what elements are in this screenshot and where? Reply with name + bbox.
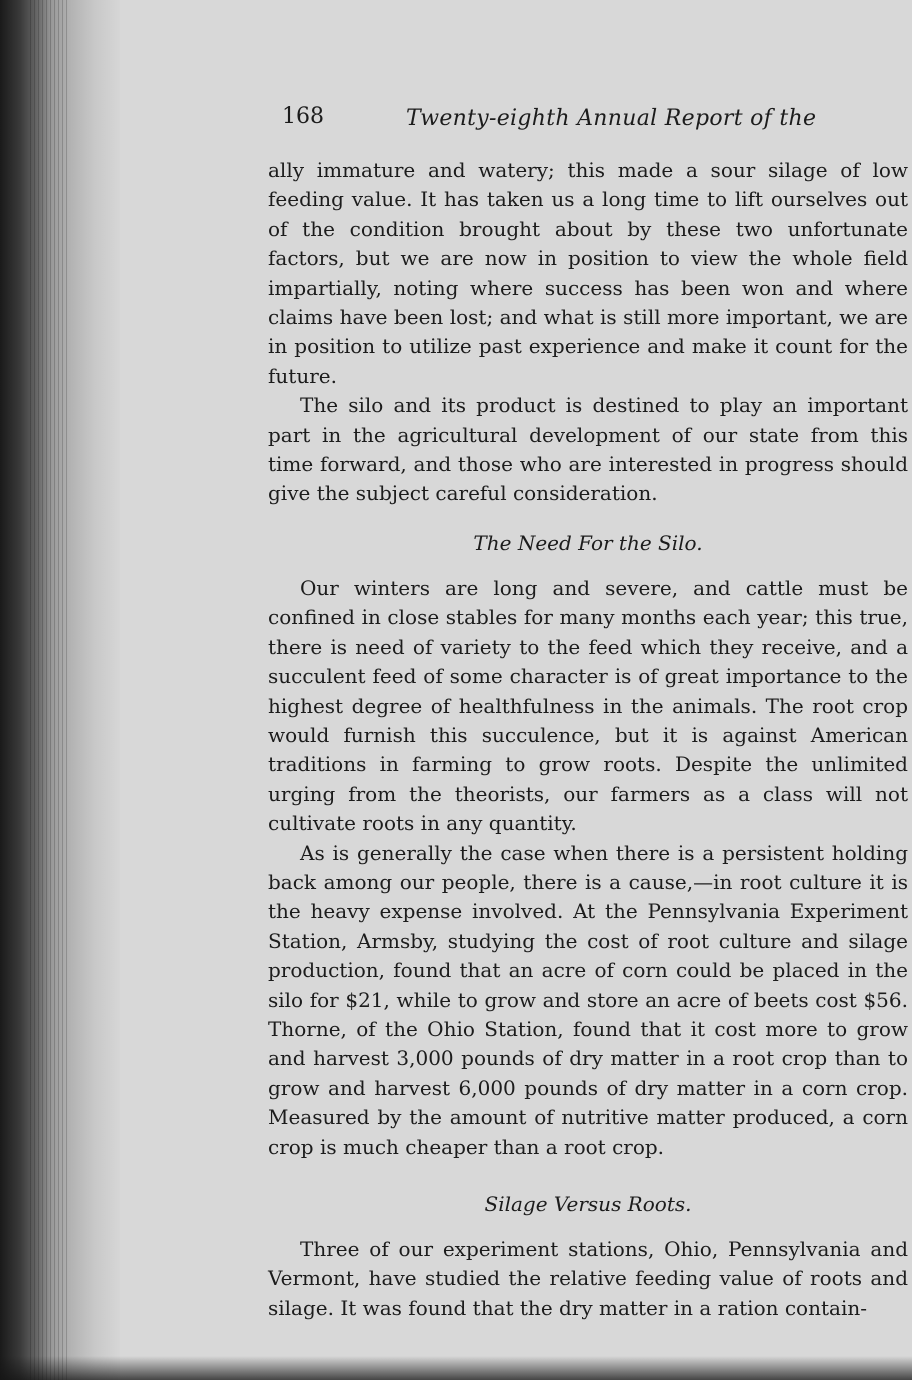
paragraph: As is generally the case when there is a persistent holding back among our people, there is a cause,—in root culture it is the heavy expense involved. At the Pennsylvania Experiment Station, Armsby, studying the cost of root culture and silage production, found that an acre of corn could be placed in the silo for $21, while to grow and store an acre of beets cost $56. Thorne, of the Ohio Station, found that it cost more to grow and harvest 3,000 pounds of dry matter in a root crop than to grow and harvest 6,000 pounds of dry matter in a corn crop. Measured by the amount of nutritive matter produced, a corn crop is much cheaper than a root crop. xyxy=(268,840,908,1159)
page-number: 168 xyxy=(282,104,324,129)
section-heading-silage-versus-roots: Silage Versus Roots. xyxy=(484,1192,692,1216)
running-title: Twenty-eighth Annual Report of the xyxy=(406,106,817,131)
paragraph: Our winters are long and severe, and cattle must be confined in close stables for many months each year; this true, there is need of variety to the feed which they receive, and a succulent feed of some character is of great importance to the highest degree of healthfulness in the animals. The root crop would furnish this succulence, but it is against American traditions in farming to grow roots. Despite the unlimited urging from the theorists, our farmers as a class will not cultivate roots in any quantity. xyxy=(268,575,908,836)
book-page xyxy=(268,96,908,1323)
paragraph-continued: ally immature and watery; this made a sour silage of low feeding value. It has taken us a long time to lift ourselves out of the condition brought about by these two unfortunate factors, but we are now in position to view the whole field impartially, noting where success has been won and where claims have been lost; and what is still more important, we are in position to utilize past experience and make it count for the future. xyxy=(268,158,908,388)
body-text xyxy=(268,156,908,1323)
section-heading-need-for-silo: The Need For the Silo. xyxy=(473,530,703,555)
page-edges xyxy=(30,0,70,1380)
running-head xyxy=(268,96,908,136)
paragraph: The silo and its product is destined to play an important part in the agricultural development of our state from this time forward, and those who are interested in progress should give the subject careful consideration. xyxy=(268,393,908,506)
paragraph: Three of our experiment stations, Ohio, Pennsylvania and Vermont, have studied the relative feeding value of roots and silage. It was found that the dry matter in a ration contain- xyxy=(268,1237,908,1320)
page-bottom-edge xyxy=(0,1356,912,1380)
